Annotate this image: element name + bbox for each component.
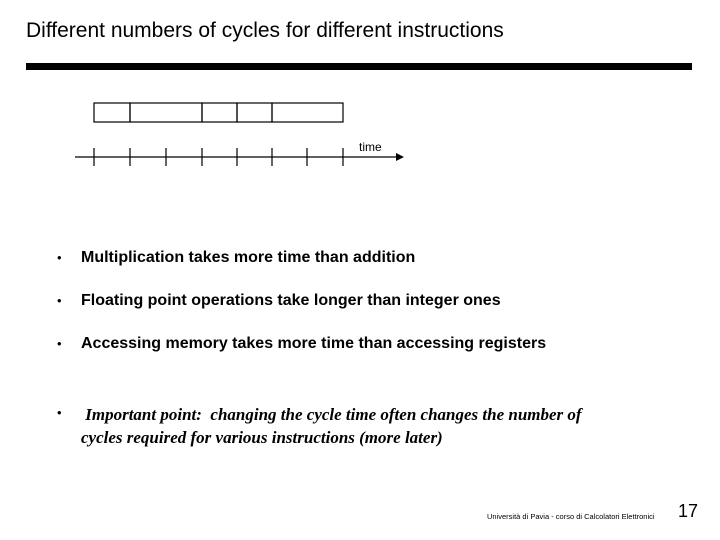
bullet-text: Multiplication takes more time than addition [81, 249, 416, 266]
bullet-marker: • [57, 405, 62, 420]
instruction-block [272, 103, 343, 122]
bullet-text-emphasis: Important point: changing the cycle time often changes the number of cycles required for various instructions (more later) [81, 405, 586, 447]
instruction-block [202, 103, 237, 122]
page-number: 17 [678, 501, 699, 521]
time-axis-label: time [359, 140, 382, 154]
instruction-block [237, 103, 272, 122]
bullet-marker: • [57, 250, 62, 265]
bullet-text: Accessing memory takes more time than accessing registers [81, 335, 547, 352]
bullet-marker: • [57, 336, 62, 351]
bullet-marker: • [57, 293, 62, 308]
bullet-text: Floating point operations take longer than integer ones [81, 292, 501, 309]
time-axis-arrowhead [396, 153, 404, 161]
slide-title: Different numbers of cycles for different instructions [26, 19, 504, 42]
instruction-block [94, 103, 130, 122]
instruction-block [130, 103, 202, 122]
slide-footer: Università di Pavia - corso di Calcolatori Elettronici [487, 512, 655, 521]
cycle-timing-diagram [0, 0, 720, 200]
